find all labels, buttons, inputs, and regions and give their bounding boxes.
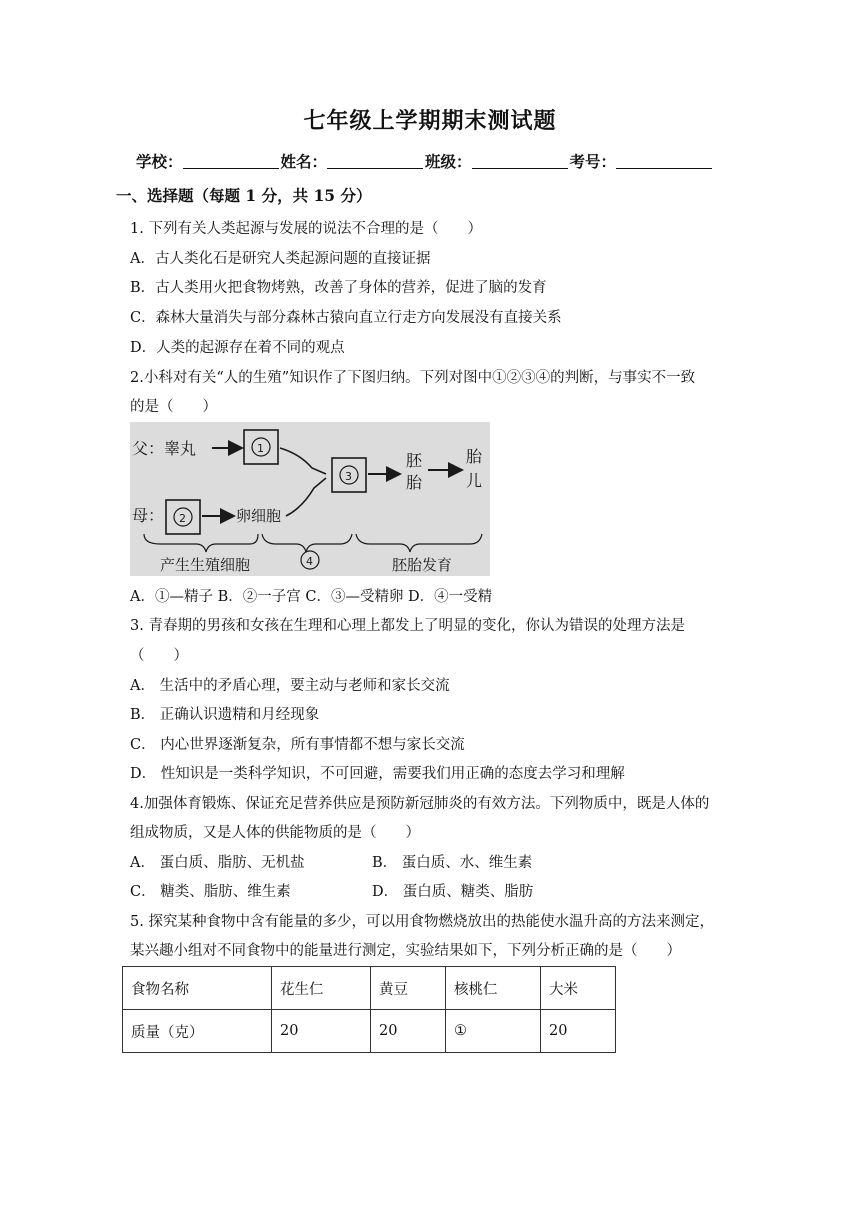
mother-label: 母： — [132, 506, 165, 525]
q4-option-a: A． 蛋白质、脂肪、无机盐 — [130, 855, 305, 871]
reproduction-diagram-svg — [130, 422, 490, 576]
table-cell: 大米 — [541, 967, 616, 1010]
q4-stem-line1: 4.加强体育锻炼、保证充足营养供应是预防新冠肺炎的有效方法。下列物质中，既是人体的 — [130, 796, 710, 812]
q3-stem-line2: （ ） — [130, 648, 188, 664]
q5-stem-line1: 5. 探究某种食物中含有能量的多少，可以用食物燃烧放出的热能使水温升高的方法来测定， — [130, 914, 714, 930]
food-energy-table — [122, 966, 616, 1053]
brace-development — [356, 534, 482, 552]
q5-stem-line2: 某兴趣小组对不同食物中的能量进行测定，实验结果如下，下列分析正确的是（ ） — [130, 943, 681, 959]
q3-option-c: C． 内心世界逐渐复杂，所有事情都不想与家长交流 — [130, 737, 465, 753]
table-cell: 食物名称 — [123, 967, 272, 1010]
brace-gamete-label: 产生生殖细胞 — [160, 556, 251, 574]
exam-number-blank[interactable] — [616, 153, 712, 169]
fetus-char-1: 胎 — [466, 447, 483, 466]
school-blank[interactable] — [183, 153, 279, 169]
q4-option-b: B． 蛋白质、水、维生素 — [372, 855, 533, 871]
table-cell: 质量（克） — [123, 1010, 272, 1053]
table-row — [123, 1010, 616, 1053]
page-title: 七年级上学期期末测试题 — [303, 108, 557, 134]
fetus-char-2: 儿 — [466, 471, 483, 490]
q2-stem-line1: 2.小科对有关“人的生殖”知识作了下图归纳。下列对图中①②③④的判断，与事实不一致 — [130, 370, 696, 386]
q1-option-c: C．森林大量消失与部分森林古猿向直立行走方向发展没有直接关系 — [130, 310, 562, 326]
q4-stem-line2: 组成物质，又是人体的供能物质的是（ ） — [130, 825, 420, 841]
q1-option-d: D．人类的起源存在着不同的观点 — [130, 340, 345, 356]
line-box1-to-box3 — [280, 448, 326, 474]
table-cell: 花生仁 — [272, 967, 371, 1010]
class-blank[interactable] — [472, 153, 568, 169]
q4-option-c: C． 糖类、脂肪、维生素 — [130, 884, 291, 900]
class-label: 班级： — [425, 152, 472, 171]
table-cell: 20 — [541, 1010, 616, 1053]
brace-gamete — [144, 534, 258, 552]
q2-options: A．①—精子 B．②一子宫 C．③—受精卵 D．④一受精 — [130, 589, 493, 605]
father-testis-label: 父：睾丸 — [132, 439, 197, 458]
section-heading: 一、选择题（每题 1 分，共 15 分） — [116, 186, 372, 205]
box-1-number: 1 — [257, 442, 264, 455]
student-info-line — [136, 150, 714, 172]
label-4-number: 4 — [306, 555, 313, 568]
brace-development-label: 胚胎发育 — [392, 556, 453, 574]
table-header-row — [123, 967, 616, 1010]
q1-option-b: B．古人类用火把食物烤熟，改善了身体的营养，促进了脑的发育 — [130, 280, 547, 296]
line-egg-to-box3 — [286, 478, 326, 516]
box-2-number: 2 — [179, 512, 186, 525]
embryo-char-2: 胎 — [406, 473, 423, 492]
reproduction-diagram — [130, 422, 490, 576]
q2-stem-line2: 的是（ ） — [130, 399, 217, 415]
name-blank[interactable] — [327, 153, 423, 169]
table-cell: 黄豆 — [371, 967, 446, 1010]
table-cell: 核桃仁 — [446, 967, 541, 1010]
table-cell: 20 — [272, 1010, 371, 1053]
q3-option-a: A． 生活中的矛盾心理，要主动与老师和家长交流 — [130, 678, 450, 694]
q4-option-d: D． 蛋白质、糖类、脂肪 — [372, 884, 534, 900]
q3-option-b: B． 正确认识遗精和月经现象 — [130, 707, 320, 723]
school-label: 学校： — [136, 152, 183, 171]
q1-stem: 1. 下列有关人类起源与发展的说法不合理的是（ ） — [130, 221, 482, 237]
exam-number-label: 考号： — [569, 152, 617, 171]
table-cell: 20 — [371, 1010, 446, 1053]
q1-option-a: A．古人类化石是研究人类起源问题的直接证据 — [130, 251, 431, 267]
q3-option-d: D． 性知识是一类科学知识，不可回避，需要我们用正确的态度去学习和理解 — [130, 766, 625, 782]
brace-fertilization — [262, 534, 352, 552]
egg-cell-label: 卵细胞 — [236, 507, 282, 525]
table-cell: ① — [446, 1010, 541, 1053]
q3-stem-line1: 3. 青春期的男孩和女孩在生理和心理上都发上了明显的变化，你认为错误的处理方法是 — [130, 618, 685, 634]
embryo-char-1: 胚 — [406, 451, 423, 470]
name-label: 姓名： — [280, 152, 328, 171]
box-3-number: 3 — [345, 470, 352, 483]
